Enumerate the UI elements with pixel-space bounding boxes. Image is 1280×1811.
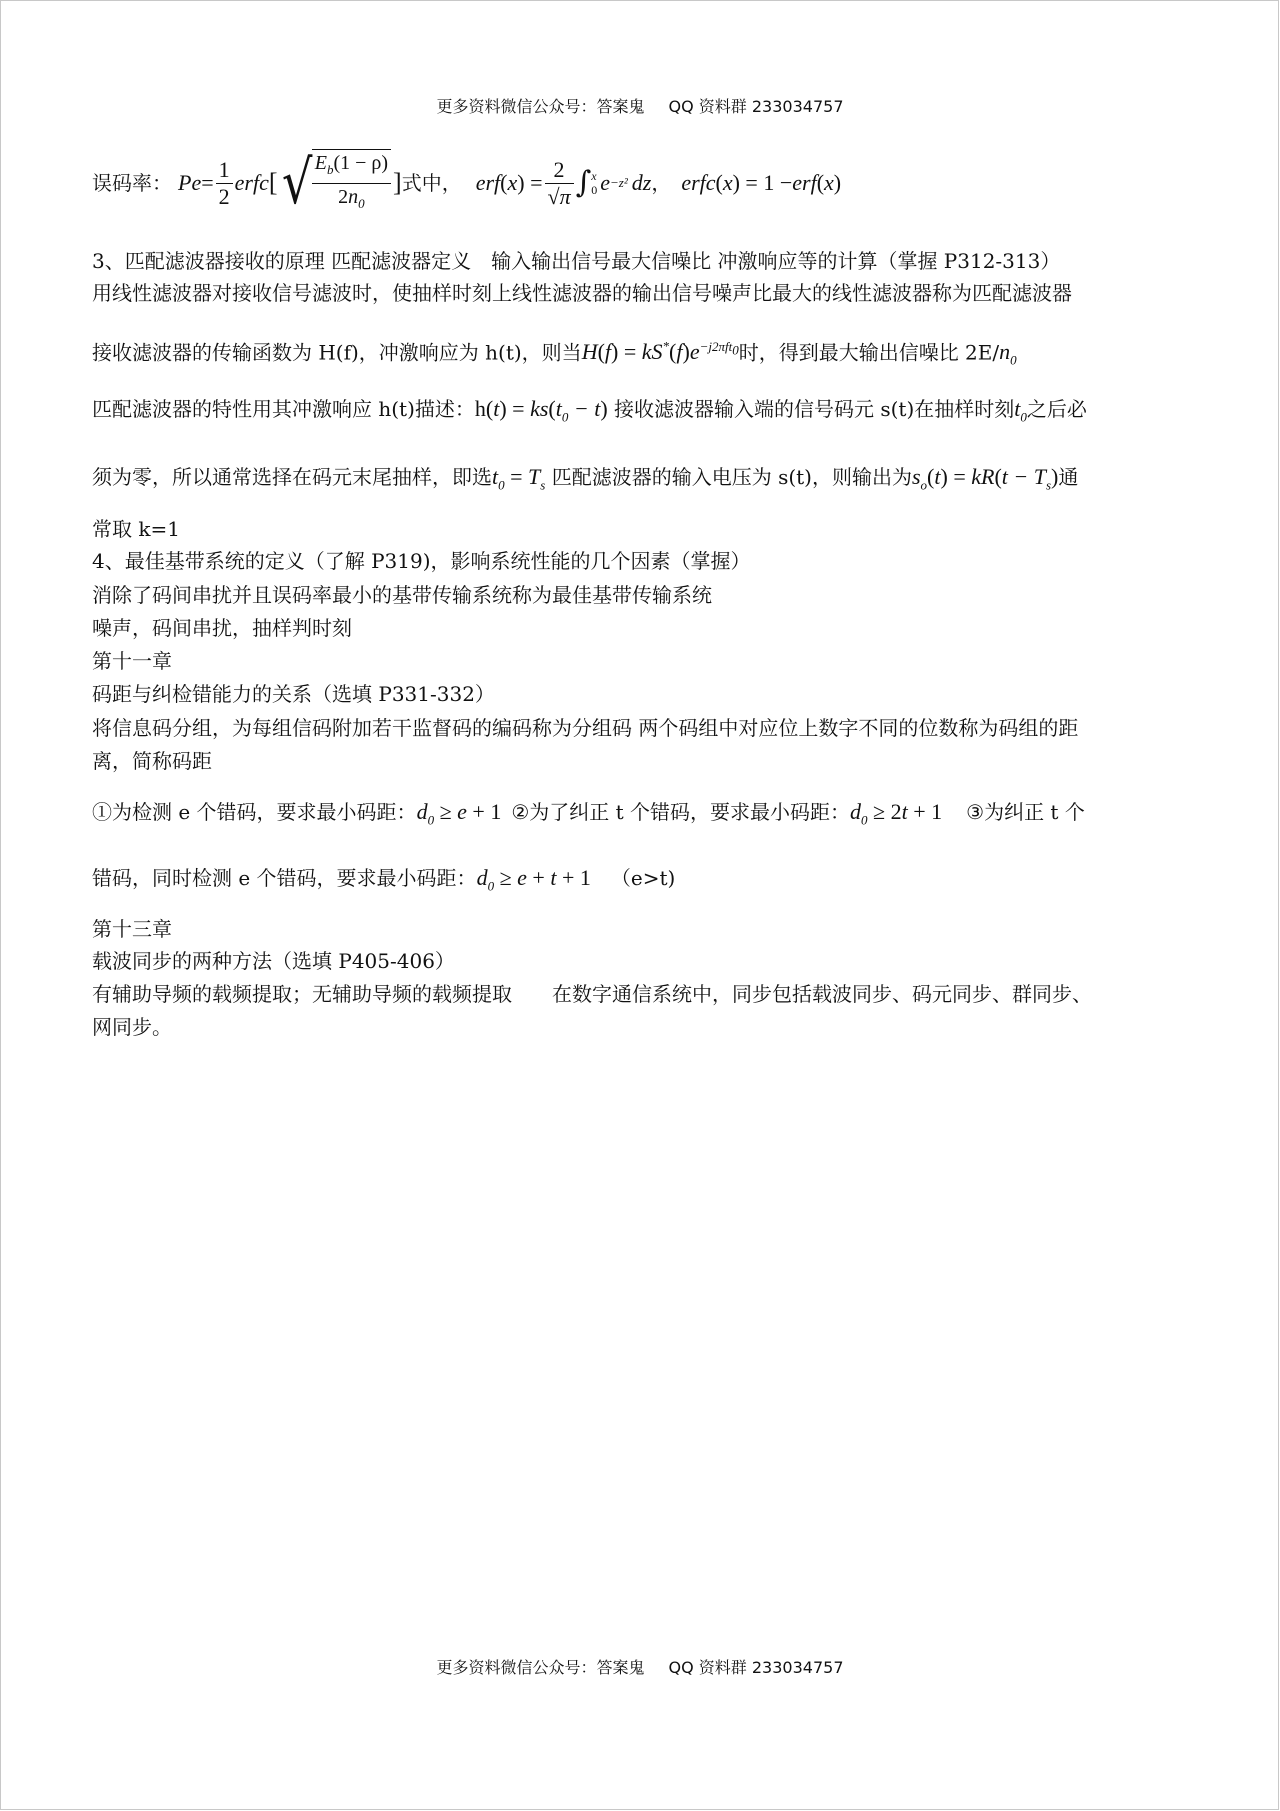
sampling-line [92,464,1078,498]
carrier-sync-title: 载波同步的两种方法（选填 P405-406） [92,949,455,973]
pe-formula: Pe [178,170,202,195]
transfer-formula: $H(f) = kS^*(f)e^{-j2\pi ft_0}$ [581,339,739,365]
correct-text: ②为了纠正 t 个错码，要求最小码距： [511,800,851,824]
ber-label: 误码率： [92,171,172,195]
impulse-text-b: 接收滤波器输入端的信号码元 s(t)在抽样时刻 [607,397,1015,421]
k-value-line: 常取 k=1 [92,517,180,541]
code-distance-title: 码距与纠检错能力的关系（选填 P331-332） [92,682,495,706]
t0-ts-formula: $t_0 = T_s$ [492,464,546,493]
page-header [0,94,1280,117]
impulse-text-c: 之后必 [1026,397,1087,421]
carrier-sync-methods: 有辅助导频的载频提取；无辅助导频的载频提取 在数字通信系统中，同步包括载波同步、码元同步、群同步、 [92,982,1092,1006]
transfer-text-a: 接收滤波器的传输函数为 H(f)，冲激响应为 h(t)，则当 [92,340,582,365]
output-formula: $s_o(t) = kR(t - T_s)$ [911,464,1059,493]
network-sync: 网同步。 [92,1015,172,1039]
ber-formula-line: 误码率： Pe = $\frac{1}{2}$ erfc [ √ $\frac{E_b(1 - \rho)}{2n_0}$ ] 式中， erf ( x ) = $\frac{2}{√\pi}$ ∫ x 0 e −z² dz ， erfc ( x ) = 1 − erf ( x ) [92,148,842,218]
header-qq: QQ 资料群 233034757 [668,97,844,116]
erfc-formula: erfc [681,170,716,195]
correct-detect-formula: $d_0 \ge e + t + 1$ [476,865,591,894]
impulse-text-a: 匹配滤波器的特性用其冲激响应 h(t)描述： [92,397,475,421]
sampling-text-b: 匹配滤波器的输入电压为 s(t)，则输出为 [545,465,912,489]
impulse-formula: $h(t) = ks(t_0 - t)$ [474,396,608,425]
correct-formula: $d_0 \ge 2t + 1$ [850,799,943,828]
detect-text: ①为检测 e 个错码，要求最小码距： [92,800,417,824]
chapter-11-heading: 第十一章 [92,649,172,673]
page-footer [0,1655,1280,1678]
formula-where: 式中， [401,171,462,195]
detect-formula: $d_0 \ge e + 1$ [416,799,502,828]
t0-symbol: $t_0$ [1014,396,1027,425]
transfer-text-b: 时，得到最大输出信噪比 2E/ [738,340,1000,365]
transfer-function-line [92,334,1017,374]
optimal-baseband-definition: 消除了码间串扰并且误码率最小的基带传输系统称为最佳基带传输系统 [92,583,712,607]
impulse-response-line [92,396,1087,430]
comma: ， [651,171,672,195]
code-distance-definition: 离，简称码距 [92,749,212,773]
header-wechat: 更多资料微信公众号：答案鬼 [436,97,645,116]
section-3-title: 3、匹配滤波器接收的原理 匹配滤波器定义 输入输出信号最大信噪比 冲激响应等的计算（掌握 P312-313） [92,249,1061,273]
sampling-text-a: 须为零，所以通常选择在码元末尾抽样，即选 [92,465,492,489]
condition-text: （e>t) [610,866,676,890]
footer-qq: QQ 资料群 233034757 [668,1658,844,1677]
block-code-definition: 将信息码分组，为每组信码附加若干监督码的编码称为分组码 两个码组中对应位上数字不同的位数称为码组的距 [92,716,1079,740]
n0-symbol: $n_0$ [999,339,1017,368]
chapter-13-heading: 第十三章 [92,917,172,941]
min-distance-line-2 [92,865,675,899]
sampling-text-c: 通 [1058,465,1079,489]
erf-formula: erf [475,170,501,195]
footer-wechat: 更多资料微信公众号：答案鬼 [436,1658,645,1677]
correct-detect-text: ③为纠正 t 个 [966,800,1085,824]
min-distance-line-1 [92,799,1085,833]
matched-filter-definition: 用线性滤波器对接收信号滤波时，使抽样时刻上线性滤波器的输出信号噪声比最大的线性滤波器称为匹配滤波器 [92,281,1072,305]
correct-detect-text-b: 错码，同时检测 e 个错码，要求最小码距： [92,866,477,890]
section-4-title: 4、最佳基带系统的定义（了解 P319)，影响系统性能的几个因素（掌握） [92,549,751,573]
performance-factors: 噪声，码间串扰，抽样判时刻 [92,616,352,640]
